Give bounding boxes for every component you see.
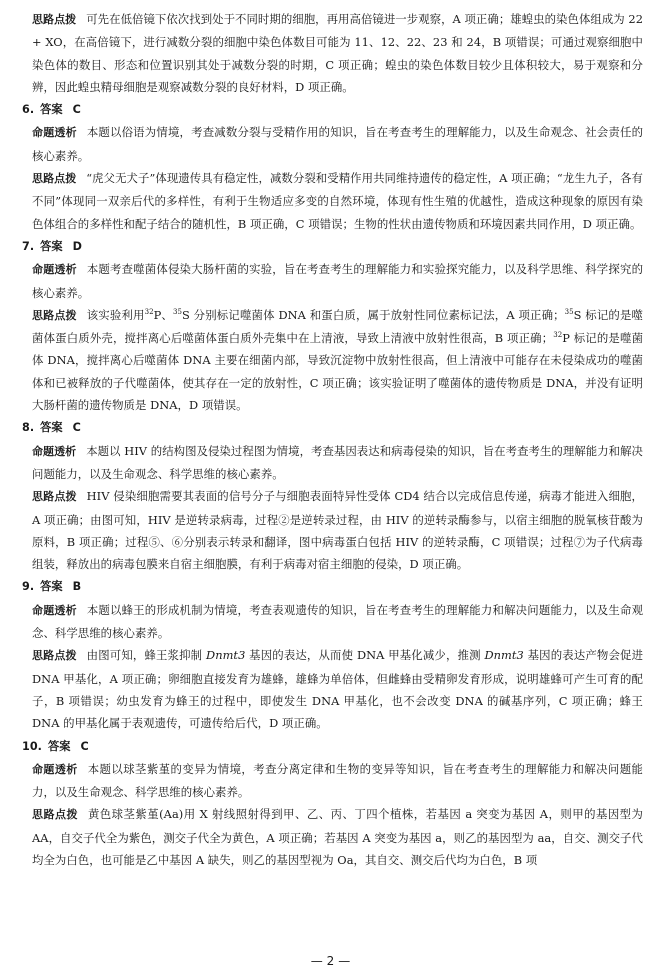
hint-text-a: 由图可知，蜂王浆抑制 <box>86 648 207 663</box>
question-number: 9. <box>22 580 35 594</box>
isotope-sup: 35 <box>173 308 183 317</box>
isotope-sup: 35 <box>564 308 574 317</box>
answer-letter: B <box>72 580 82 594</box>
q10-answer-line <box>22 736 643 758</box>
answer-label: 答案 <box>40 103 63 117</box>
q9-hint <box>22 644 643 734</box>
q9-analysis <box>22 599 643 645</box>
q9-answer-line <box>22 576 643 598</box>
question-number: 7. <box>22 239 35 253</box>
answer-label: 答案 <box>47 739 71 753</box>
hint-label: 思路点拨 <box>32 13 77 26</box>
hint-text-b: 基因的表达，从而使 DNA 甲基化减少，推测 <box>245 648 485 663</box>
answer-letter: C <box>72 421 81 435</box>
q7-answer-line <box>22 236 643 258</box>
answer-letter: C <box>80 739 89 753</box>
analysis-text: 本题以俗语为情境，考查减数分裂与受精作用的知识，旨在考查考生的理解能力，以及生命观念、社会责任的核心素养。 <box>32 125 644 163</box>
q7-hint <box>22 304 643 416</box>
hint-text-a: 该实验利用 <box>86 307 145 322</box>
hint-label: 思路点拨 <box>32 649 77 663</box>
hint-text-b: P、 <box>153 307 173 322</box>
q8-hint <box>22 485 643 575</box>
analysis-text: 本题以球茎紫堇的变异为情境，考查分离定律和生物的变异等知识，旨在考查考生的理解能力和解决问题能力，以及生命观念、科学思维的核心素养。 <box>32 761 643 800</box>
hint-text-e: P 标记的是噬菌体 DNA，搅拌离心后噬菌体 DNA 主要在细菌内部，导致沉淀物中放射性很高，但上清液中可能存在未侵染成功的噬菌体和已被释放的子代噬菌体，使其存在一定的放射性，C 项正确；该实验证明了噬菌体的遗传物质是 DNA，并没有证明大肠杆菌的遗传物质是 DNA，D 项错误。 <box>32 331 644 413</box>
hint-text: 可先在低倍镜下依次找到处于不同时期的细胞，再用高倍镜进一步观察，A 项正确；雄蝗虫的染色体组成为 22 + XO，在高倍镜下，进行减数分裂的细胞中染色体数目可能为 11、12、22、23 和 24，B 项错误；可通过观察细胞中染色体的数目、形态和位置识别其处于减数分裂的时期，C 项正确；蝗虫的染色体数目较少且体积较大，易于观察和分辨，因此蝗虫精母细胞是观察减数分裂的良好材料，D 项正确。 <box>32 12 644 94</box>
answer-label: 答案 <box>40 421 63 435</box>
q8-answer-line <box>22 417 643 439</box>
hint-text-d: S 标记的是噬菌体蛋白质外壳，搅拌离心后噬菌体蛋白质外壳集中在上清液，导致上清液中放射性很高，B 项正确； <box>32 307 643 346</box>
q6-answer-line <box>22 99 643 121</box>
answer-label: 答案 <box>40 239 63 253</box>
analysis-text: 本题考查噬菌体侵染大肠杆菌的实验，旨在考查考生的理解能力和实验探究能力，以及科学思维、科学探究的核心素养。 <box>32 262 644 300</box>
hint-text-c: S 分别标记噬菌体 DNA 和蛋白质，属于放射性同位素标记法，A 项正确； <box>182 307 565 322</box>
q7-analysis <box>22 258 643 304</box>
question-number: 10. <box>22 739 42 753</box>
analysis-label: 命题透析 <box>32 762 78 776</box>
answer-letter: C <box>72 103 81 117</box>
hint-label: 思路点拨 <box>32 808 78 822</box>
question-number: 8. <box>22 421 35 435</box>
hint-label: 思路点拨 <box>32 308 77 322</box>
q6-hint <box>22 167 643 235</box>
analysis-label: 命题透析 <box>32 126 77 140</box>
question-number: 6. <box>22 103 35 117</box>
hint-text-c: 基因的表达产物会促进 DNA 甲基化，A 项正确；卵细胞直接发育为雄蜂，雄蜂为单倍体，但雌蜂由受精卵发育形成，说明雄蜂可产生可育的配子，B 项错误；幼虫发育为蜂王的过程中，即使发生 DNA 甲基化，也不会改变 DNA 的碱基序列，C 项正确；蜂王 DNA 的甲基化属于表观遗传，可遗传给后代，D 项正确。 <box>32 648 644 731</box>
isotope-sup: 32 <box>553 331 563 340</box>
q10-hint <box>22 803 643 871</box>
q8-analysis <box>22 440 643 486</box>
analysis-text: 本题以蜂王的形成机制为情境，考查表观遗传的知识，旨在考查考生的理解能力和解决问题能力，以及生命观念、科学思维的核心素养。 <box>32 602 644 641</box>
hint-label: 思路点拨 <box>32 172 77 186</box>
hint-text: “虎父无犬子”体现遗传具有稳定性，减数分裂和受精作用共同维持遗传的稳定性，A 项正确；“龙生九子，各有不同”体现同一双亲后代的多样性，有利于生物适应多变的自然环境，体现有性生殖的优越性，造成这种现象的原因有染色体组合的多样性和配子结合的随机性，B 项正确，C 项错误；生物的性状由遗传物质和环境因素共同作用，D 项正确。 <box>32 171 643 231</box>
q5-hint <box>22 8 643 98</box>
answer-letter: D <box>72 239 82 253</box>
answer-label: 答案 <box>40 580 63 594</box>
hint-text: HIV 侵染细胞需要其表面的信号分子与细胞表面特异性受体 CD4 结合以完成信息传递，病毒才能进入细胞，A 项正确；由图可知，HIV 是逆转录病毒，过程②是逆转录过程，由 HIV 的逆转录酶参与，以宿主细胞的脱氧核苷酸为原料，B 项正确；过程⑤、⑥分别表示转录和翻译，图中病毒蛋白包括 HIV 的逆转录酶，C 项错误；过程⑦为子代病毒组装，释放出的病毒包膜来自宿主细胞膜，有利于病毒对宿主细胞的侵染，D 项正确。 <box>32 489 643 572</box>
page-number: — 2 — <box>310 953 351 968</box>
gene-name: Dnmt3 <box>206 648 246 663</box>
q10-analysis <box>22 758 643 804</box>
q6-analysis <box>22 121 643 167</box>
analysis-text: 本题以 HIV 的结构图及侵染过程图为情境，考查基因表达和病毒侵染的知识，旨在考查考生的理解能力和解决问题能力，以及生命观念、科学思维的核心素养。 <box>32 443 644 481</box>
isotope-sup: 32 <box>144 308 154 317</box>
hint-label: 思路点拨 <box>32 490 77 504</box>
hint-text: 黄色球茎紫堇(Aa)用 X 射线照射得到甲、乙、丙、丁四个植株，若基因 a 突变为基因 A，则甲的基因型为 AA，自交子代全为紫色，测交子代全为黄色，A 项正确；若基因 A 突变为基因 a，则乙的基因型为 aa，自交、测交子代均全为白色，也可能是乙中基因 A 缺失，则乙的基因型视为 Oa，其自交、测交后代均为白色，B 项 <box>32 807 643 867</box>
gene-name: Dnmt3 <box>484 648 524 663</box>
analysis-label: 命题透析 <box>32 603 77 617</box>
analysis-label: 命题透析 <box>32 444 77 458</box>
analysis-label: 命题透析 <box>32 263 77 277</box>
